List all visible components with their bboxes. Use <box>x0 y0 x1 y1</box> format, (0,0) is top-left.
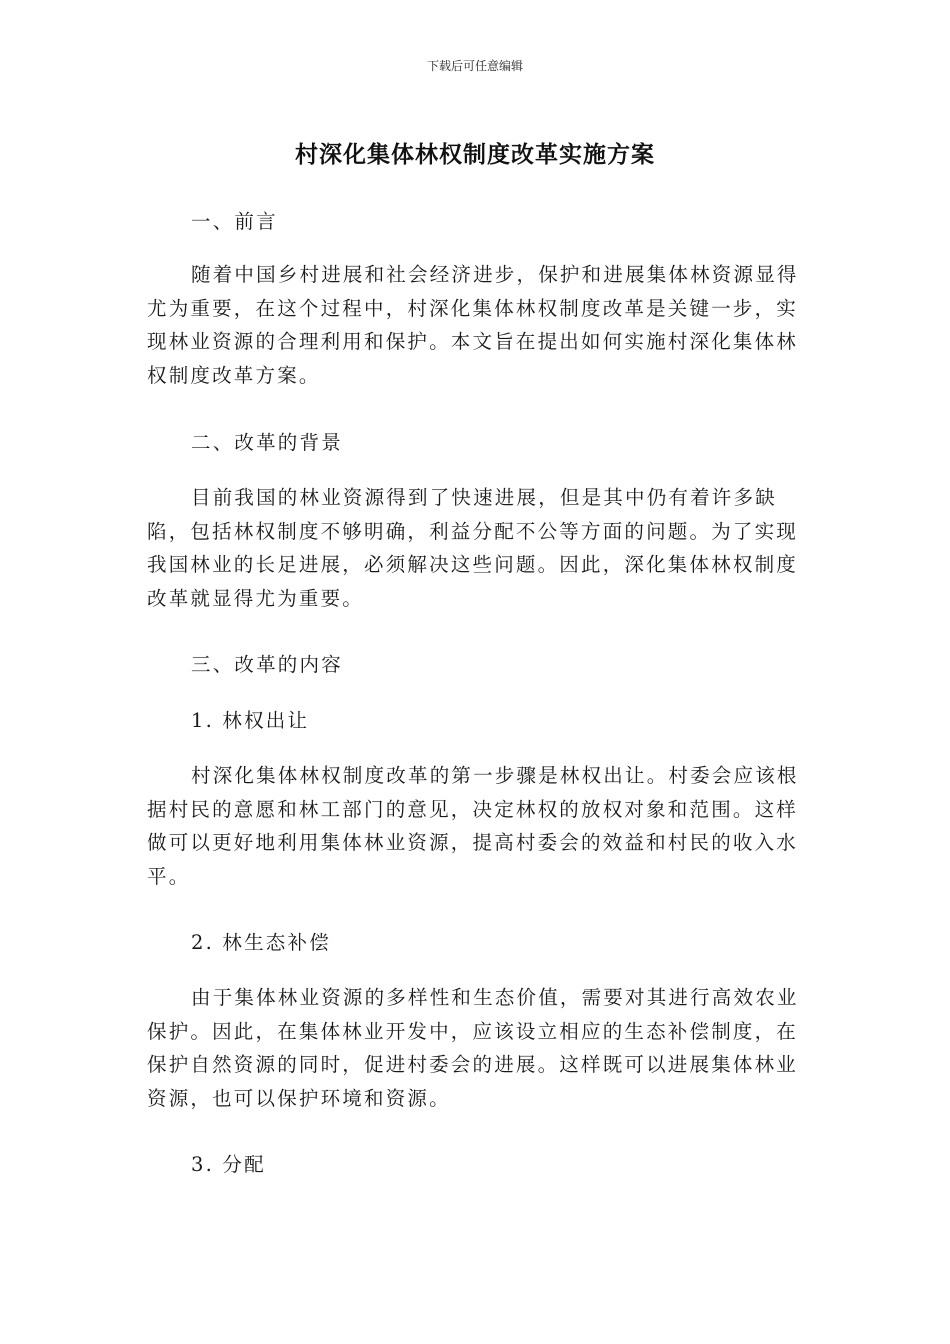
paragraph-preface: 随着中国乡村进展和社会经济进步，保护和进展集体林资源显得尤为重要，在这个过程中，村深化集体林权制度改革是关键一步，实现林业资源的合理利用和保护。本文旨在提出如何实施村深化集体林权制度改革方案。 <box>147 263 799 387</box>
paragraph-background: 目前我国的林业资源得到了快速进展，但是其中仍有着许多缺陷，包括林权制度不够明确，利益分配不公等方面的问题。为了实现我国林业的长足进展，必须解决这些问题。因此，深化集体林权制度改革就显得尤为重要。 <box>147 486 799 610</box>
section-heading-content: 三、改革的内容 <box>191 653 343 676</box>
document-title: 村深化集体林权制度改革实施方案 <box>295 142 655 168</box>
section-heading-preface: 一、前言 <box>191 210 278 233</box>
subheading-eco-compensation: 2. 林生态补偿 <box>191 931 331 954</box>
subheading-distribution: 3. 分配 <box>191 1153 266 1176</box>
subheading-forest-transfer: 1. 林权出让 <box>191 709 310 732</box>
paragraph-eco-compensation: 由于集体林业资源的多样性和生态价值，需要对其进行高效农业保护。因此，在集体林业开发中，应该设立相应的生态补偿制度，在保护自然资源的同时，促进村委会的进展。这样既可以进展集体林业资源，也可以保护环境和资源。 <box>147 986 799 1110</box>
section-heading-background: 二、改革的背景 <box>191 431 343 454</box>
paragraph-forest-transfer: 村深化集体林权制度改革的第一步骤是林权出让。村委会应该根据村民的意愿和林工部门的意见，决定林权的放权对象和范围。这样做可以更好地利用集体林业资源，提高村委会的效益和村民的收入水平。 <box>147 764 799 888</box>
header-note: 下载后可任意编辑 <box>426 59 523 73</box>
